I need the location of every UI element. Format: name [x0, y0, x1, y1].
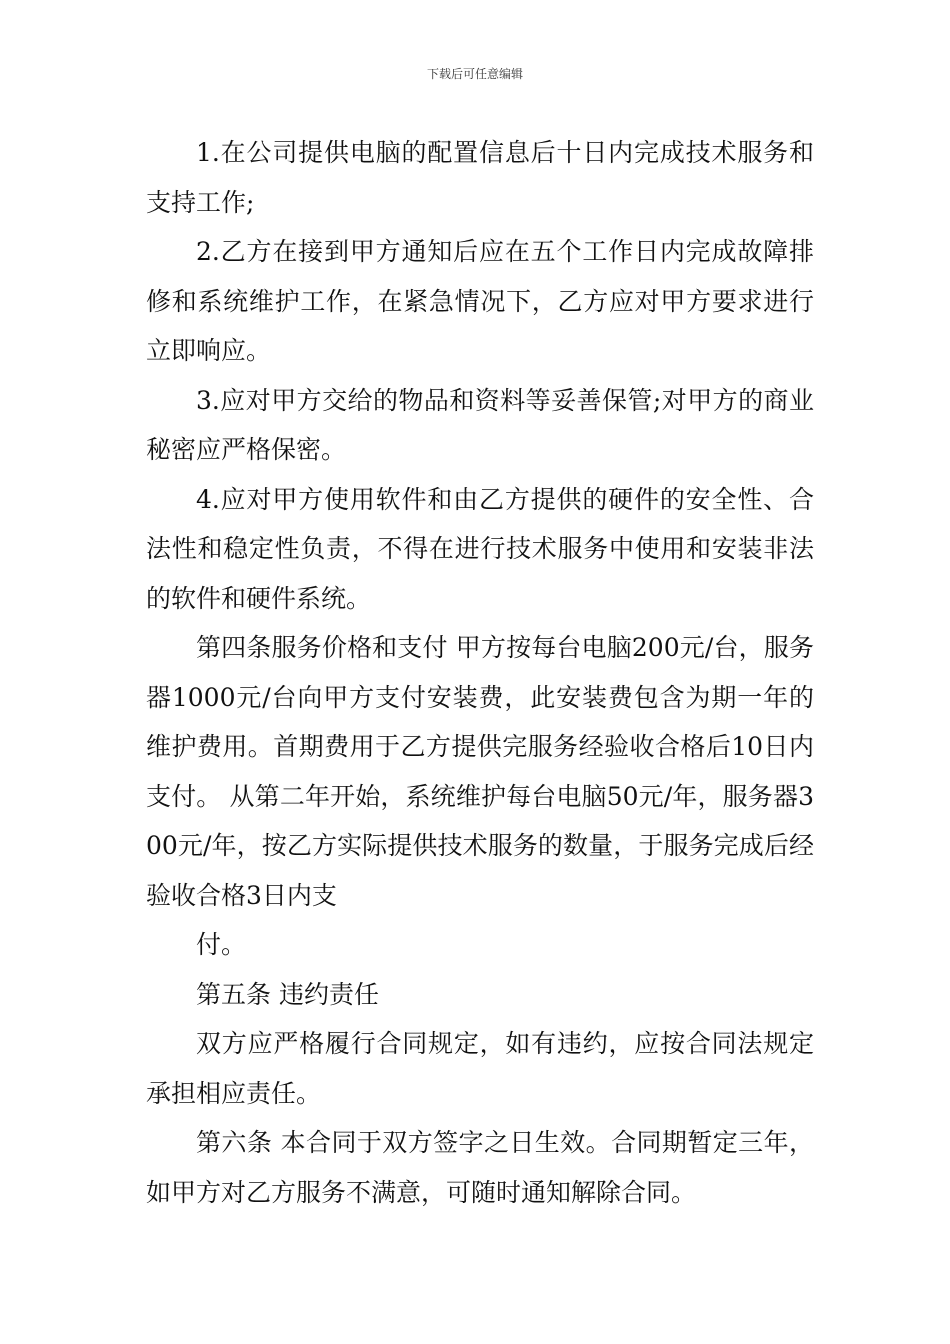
clause-item-3: 3.应对甲方交给的物品和资料等妥善保管;对甲方的商业秘密应严格保密。 [146, 385, 814, 464]
article-6-effectiveness: 第六条 本合同于双方签字之日生效。合同期暂定三年，如甲方对乙方服务不满意，可随时通知解除合同。 [146, 1128, 814, 1207]
article-4-pricing: 第四条服务价格和支付 甲方按每台电脑200元/台，服务器1000元/台向甲方支付安装费，此安装费包含为期一年的维护费用。首期费用于乙方提供完服务经验收合格后10日内支付。 从第二年开始，系统维护每台电脑50元/年，服务器300元/年，按乙方实际提供技术服务的数量，于服务完成后经验收合格3日内支 [146, 633, 814, 910]
document-body [146, 128, 814, 1217]
article-4-continuation: 付。 [196, 930, 247, 959]
clause-item-1: 1.在公司提供电脑的配置信息后十日内完成技术服务和支持工作; [146, 138, 814, 217]
clause-item-4: 4.应对甲方使用软件和由乙方提供的硬件的安全性、合法性和稳定性负责，不得在进行技术服务中使用和安装非法的软件和硬件系统。 [146, 484, 814, 613]
article-5-heading: 第五条 违约责任 [196, 979, 379, 1009]
article-5-body: 双方应严格履行合同规定，如有违约，应按合同法规定承担相应责任。 [146, 1029, 814, 1108]
page-header: 下载后可任意编辑 [426, 67, 523, 81]
clause-item-2: 2.乙方在接到甲方通知后应在五个工作日内完成故障排修和系统维护工作，在紧急情况下，乙方应对甲方要求进行立即响应。 [146, 237, 814, 365]
